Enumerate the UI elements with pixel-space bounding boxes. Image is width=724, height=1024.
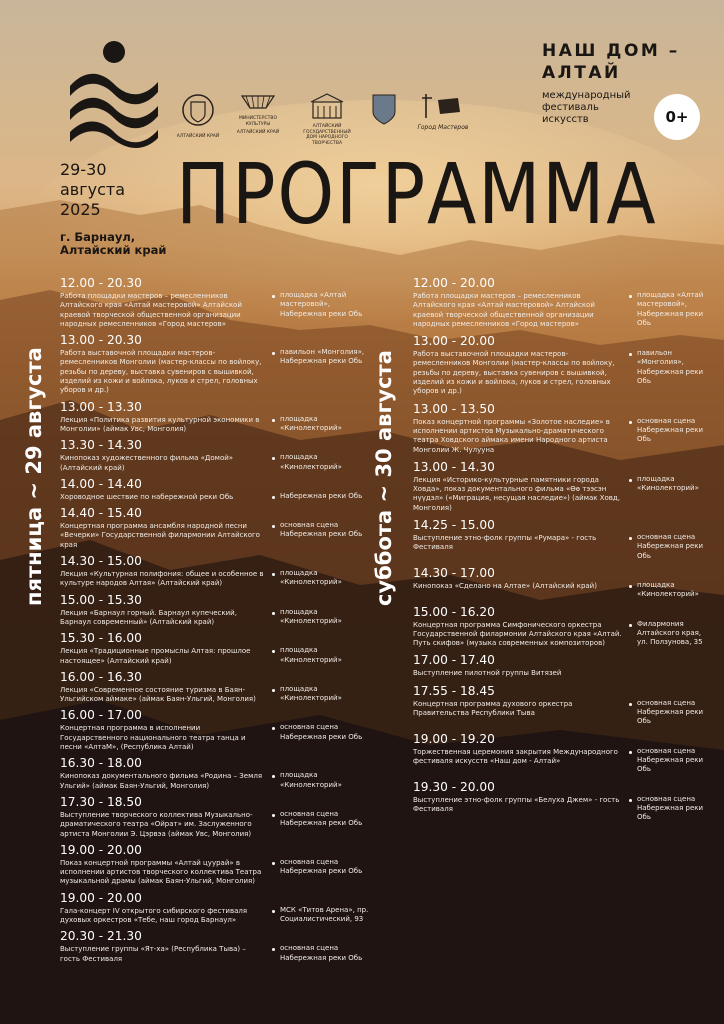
event-time: 17.55 - 18.45 xyxy=(413,683,495,698)
event-location: площадка «Кинолекторий» xyxy=(280,414,342,432)
schedule-event xyxy=(60,891,376,926)
event-time: 16.00 - 16.30 xyxy=(60,669,142,684)
schedule-day1 xyxy=(60,276,376,968)
schedule-event xyxy=(413,566,713,600)
bullet-icon xyxy=(268,333,280,395)
event-time: 14.25 - 15.00 xyxy=(413,518,495,533)
event-time: 14.40 - 15.40 xyxy=(60,506,142,521)
event-description: Лекция «Политика развития культурной экономики в Монголии» (аймак Увс, Монголия) xyxy=(60,415,260,433)
event-time: 14.30 - 15.00 xyxy=(60,554,142,569)
schedule-event xyxy=(60,708,376,752)
bullet-icon xyxy=(625,605,637,649)
partner-altai-krai: АЛТАЙСКИЙ КРАЙ xyxy=(176,92,220,140)
schedule-event xyxy=(60,333,376,395)
schedule-event xyxy=(60,276,376,329)
event-location: площадка «Кинолекторий» xyxy=(280,684,342,703)
event-location: площадка «Кинолекторий» xyxy=(637,474,699,493)
event-location: основная сцена Набережная реки Обь xyxy=(280,723,363,741)
event-location: основная сцена Набережная реки Обь xyxy=(280,857,363,876)
bullet-icon xyxy=(268,438,280,473)
bullet-icon xyxy=(268,593,280,628)
event-description: Концертная программа ансамбля народной песни «Вечерки» Государственной филармонии Алтайского края xyxy=(60,522,260,549)
festival-dates: 29-30 августа 2025 xyxy=(60,160,126,219)
bullet-icon xyxy=(268,929,280,964)
event-location: основная сцена Набережная реки Обь xyxy=(637,794,704,822)
schedule-event xyxy=(60,929,376,964)
bullet-icon xyxy=(625,684,637,727)
event-description: Гала-концерт IV открытого сибирского фестиваля духовых оркестров «Тебе, наш город Барнаул» xyxy=(60,906,248,924)
masters-logo-icon xyxy=(418,92,468,122)
partner-house-folk-art: АЛТАЙСКИЙ ГОСУДАРСТВЕННЫЙ ДОМ НАРОДНОГО ТВОРЧЕСТВА xyxy=(297,92,357,146)
event-time: 19.30 - 20.00 xyxy=(413,779,495,794)
event-description: Концертная программа духового оркестра Правительства Республики Тыва xyxy=(413,699,573,718)
schedule-event xyxy=(60,506,376,550)
event-description: Концертная программа Симфонического оркестра Государственной филармонии Алтайского края «Алтай. Путь скифов» (музыка современных композиторов) xyxy=(413,620,622,648)
partner-gorod-masterov: Город Мастеров xyxy=(417,92,469,132)
event-description: Лекция «Барнаул горный. Барнаул купеческий, Барнаул современный» (Алтайский край) xyxy=(60,608,237,626)
event-description: Выступление этно-фолк группы «Белуха Джем» - гость Фестиваля xyxy=(413,795,620,813)
schedule-event xyxy=(413,732,713,775)
event-description: Работа выставочной площадки мастеров-ремесленников Монголии (мастер-классы по войлоку, резьбы по дереву, выставка сувениров с вышивкой, изделий из кожи и войлока, луков и стрел, головных уборов и др.) xyxy=(60,349,262,395)
event-location: площадка «Алтай мастеровой», Набережная реки Обь xyxy=(280,291,363,318)
bullet-icon xyxy=(268,843,280,887)
event-time: 15.00 - 15.30 xyxy=(60,592,142,607)
event-time: 12.00 - 20.30 xyxy=(60,276,142,290)
event-location: площадка «Кинолекторий» xyxy=(280,453,342,471)
event-description: Лекция «Культурная полифония: общее и особенное в культуре народов Алтая» (Алтайский край) xyxy=(60,570,264,588)
schedule-event xyxy=(413,276,713,329)
schedule-event xyxy=(413,402,713,455)
event-location: площадка «Кинолекторий» xyxy=(280,646,342,664)
page-title: ПРОГРАММА xyxy=(176,145,658,243)
event-time: 19.00 - 20.00 xyxy=(60,842,142,857)
event-location: площадка «Алтай мастеровой», Набережная реки Обь xyxy=(637,291,704,327)
event-location: Филармония Алтайского края, ул. Ползунова, 35 xyxy=(637,619,703,647)
schedule-day2 xyxy=(413,276,713,827)
festival-name-block: НАШ ДОМ – АЛТАЙ международный фестиваль искусств xyxy=(542,41,680,125)
event-description: Лекция «Традиционные промыслы Алтая: прошлое настоящее» (Алтайский край) xyxy=(60,647,251,665)
bullet-icon xyxy=(268,506,280,550)
event-location: павильон «Монголия», Набережная реки Обь xyxy=(280,348,365,366)
bullet-icon xyxy=(625,402,637,455)
event-location: площадка «Кинолекторий» xyxy=(637,580,699,599)
event-description: Лекция «Современное состояние туризма в Баян-Ульгийском аймаке» (аймак Баян-Ульгий, Монголия) xyxy=(60,685,256,704)
festival-subtitle: международный xyxy=(542,90,631,101)
event-location: основная сцена Набережная реки Обь xyxy=(280,944,363,962)
shield-icon xyxy=(370,92,398,126)
event-description: Концертная программа в исполнении Государственного национального театра танца и песни «АлтаМ», (Республика Алтай) xyxy=(60,724,246,752)
age-rating-badge: 0+ xyxy=(654,94,700,140)
event-time: 17.00 - 17.40 xyxy=(413,653,495,668)
schedule-event xyxy=(60,477,376,502)
bullet-icon xyxy=(625,566,637,600)
bullet-icon xyxy=(625,276,637,329)
event-location: основная сцена Набережная реки Обь xyxy=(637,698,704,726)
event-location: МСК «Титов Арена», пр. Социалистический, 93 xyxy=(280,905,369,923)
partner-city-emblem xyxy=(370,92,398,128)
bullet-icon xyxy=(625,460,637,513)
event-location: площадка «Кинолекторий» xyxy=(280,569,342,587)
bullet-icon xyxy=(268,631,280,666)
schedule-event xyxy=(413,684,713,727)
schedule-event xyxy=(60,438,376,473)
bullet-icon xyxy=(268,554,280,589)
event-description: Кинопоказ документального фильма «Родина – Земля Ульгий» (аймак Баян-Ульгий, Монголия) xyxy=(60,772,263,790)
event-description: Работа площадки мастеров – ремесленников Алтайского края «Алтай мастеровой» Алтайской краевой творческой общественной организации народных ремесленников «Город мастеров» xyxy=(413,292,595,328)
schedule-event xyxy=(413,460,713,513)
festival-title: НАШ ДОМ – xyxy=(542,41,680,61)
event-location: основная сцена Набережная реки Обь xyxy=(637,746,704,774)
event-time: 16.00 - 17.00 xyxy=(60,708,142,723)
event-description: Кинопоказ «Сделано на Алтае» (Алтайский край) xyxy=(413,581,597,590)
event-location: основная сцена Набережная реки Обь xyxy=(280,809,363,828)
bullet-icon xyxy=(625,334,637,396)
schedule-event xyxy=(60,795,376,839)
ministry-icon xyxy=(238,92,278,114)
schedule-event xyxy=(60,631,376,666)
event-time: 15.30 - 16.00 xyxy=(60,631,142,646)
schedule-event xyxy=(60,756,376,791)
event-time: 19.00 - 19.20 xyxy=(413,731,495,746)
event-time: 13.30 - 14.30 xyxy=(60,438,142,453)
event-description: Работа выставочной площадки мастеров-ремесленников Монголии (мастер-классы по войлоку, резьбы по дереву, выставка сувениров с вышивкой, изделий из кожи и войлока, луков и стрел, головных уборов и др.) xyxy=(413,350,615,396)
schedule-event xyxy=(413,653,713,678)
festival-title-line2: АЛТАЙ xyxy=(542,63,621,83)
event-description: Выступление творческого коллектива Музыкально-драматического театра «Ойрат» им. Заслуженного артиста Монголии Э. Цэрвэа (аймак Увс, Монголия) xyxy=(60,810,253,838)
festival-logo xyxy=(62,38,166,148)
event-time: 20.30 - 21.30 xyxy=(60,929,142,944)
event-location: основная сцена Набережная реки Обь xyxy=(637,416,704,444)
event-time: 14.00 - 14.40 xyxy=(60,476,142,491)
event-description: Выступление группы «Ят-ха» (Республика Тыва) – гость Фестиваля xyxy=(60,945,246,963)
schedule-event xyxy=(413,518,713,561)
partner-ministry-culture: МИНИСТЕРСТВО КУЛЬТУРЫ АЛТАЙСКИЙ КРАЙ xyxy=(232,92,284,136)
festival-city: г. Барнаул, Алтайский край xyxy=(60,230,167,257)
coat-of-arms-icon xyxy=(181,92,215,132)
event-description: Хороводное шествие по набережной реки Обь xyxy=(60,492,234,501)
event-description: Торжественная церемония закрытия Международного фестиваля искусств «Наш дом - Алтай» xyxy=(413,747,618,765)
schedule-event xyxy=(413,605,713,649)
event-location: площадка «Кинолекторий» xyxy=(280,771,342,789)
bullet-icon xyxy=(268,795,280,839)
event-location: павильон «Монголия», Набережная реки Обь xyxy=(637,349,704,386)
schedule-event xyxy=(60,593,376,628)
event-location: основная сцена Набережная реки Обь xyxy=(637,533,704,560)
day-label-friday: пятница ~ 29 августа xyxy=(22,347,46,606)
event-time: 12.00 - 20.00 xyxy=(413,276,495,290)
event-time: 17.30 - 18.50 xyxy=(60,794,142,809)
bullet-icon xyxy=(268,477,280,502)
schedule-event xyxy=(413,780,713,823)
event-description: Кинопоказ художественного фильма «Домой» (Алтайский край) xyxy=(60,454,234,472)
event-description: Показ концертной программы «Алтай цуурай» в исполнении артистов творческого коллектива Театра музыкальной драмы (аймак Баян-Ульгий, Монголия) xyxy=(60,858,262,886)
event-location: Набережная реки Обь xyxy=(280,491,363,500)
bullet-icon xyxy=(268,670,280,705)
bullet-icon xyxy=(625,780,637,823)
bullet-icon xyxy=(625,518,637,561)
schedule-event xyxy=(60,670,376,705)
event-description: Выступление пилотной группы Витязей xyxy=(413,669,562,678)
event-description: Выступление этно-фолк группы «Румара» - гость Фестиваля xyxy=(413,534,597,552)
schedule-event xyxy=(60,400,376,435)
event-description: Показ концертной программы «Золотое наследие» в исполнении артистов Музыкально-драматического театра Ховдского аймака имени Народного артиста Монголии Ж. Чулууна xyxy=(413,417,610,454)
event-time: 13.00 - 13.50 xyxy=(413,401,495,416)
schedule-event xyxy=(413,334,713,396)
bullet-icon xyxy=(268,891,280,926)
event-description: Лекция «Историко-культурные памятники города Ховда», показ документального фильма «Өө тээсэн нүүдэл» («Миграция, несущая наследие») (аймак Ховд, Монголия) xyxy=(413,475,620,512)
event-time: 13.00 - 13.30 xyxy=(60,399,142,414)
bullet-icon xyxy=(268,400,280,435)
event-time: 13.00 - 20.30 xyxy=(60,333,142,348)
bullet-icon xyxy=(268,708,280,752)
event-location: площадка «Кинолекторий» xyxy=(280,607,342,625)
event-time: 13.00 - 14.30 xyxy=(413,459,495,474)
building-icon xyxy=(307,92,347,122)
event-location: основная сцена Набережная реки Обь xyxy=(280,521,363,539)
bullet-icon xyxy=(625,732,637,775)
event-time: 14.30 - 17.00 xyxy=(413,565,495,580)
event-time: 15.00 - 16.20 xyxy=(413,604,495,619)
bullet-icon xyxy=(268,276,280,329)
event-description: Работа площадки мастеров – ремесленников Алтайского края «Алтай мастеровой» Алтайской краевой творческой общественной организации народных ремесленников «Город мастеров» xyxy=(60,292,242,328)
day-label-saturday: суббота ~ 30 августа xyxy=(372,350,396,606)
event-time: 13.00 - 20.00 xyxy=(413,334,495,349)
event-time: 19.00 - 20.00 xyxy=(60,890,142,905)
event-time: 16.30 - 18.00 xyxy=(60,756,142,771)
bullet-icon xyxy=(268,756,280,791)
schedule-event xyxy=(60,843,376,887)
schedule-event xyxy=(60,554,376,589)
